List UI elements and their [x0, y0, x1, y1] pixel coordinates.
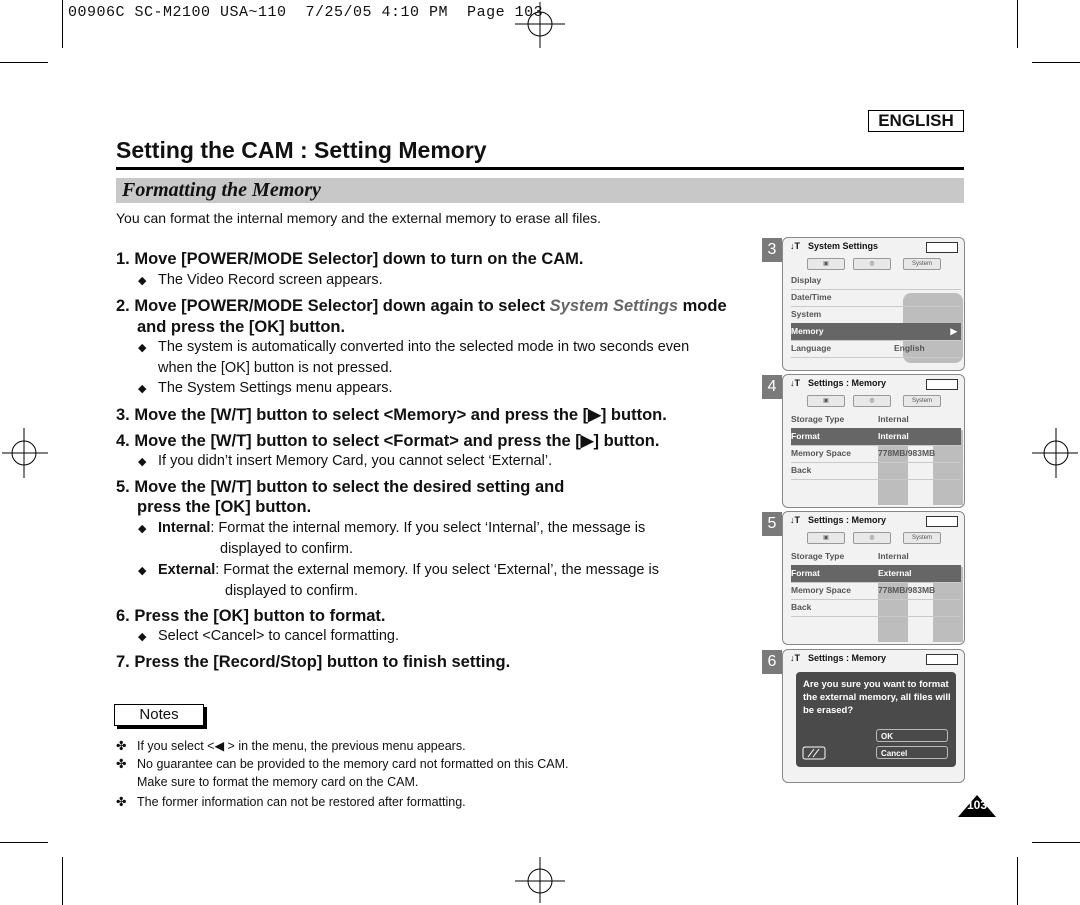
section-title: Formatting the Memory — [122, 179, 321, 201]
step-text: mode — [678, 297, 727, 315]
mode-name: System Settings — [549, 297, 679, 315]
menu-row: Display — [791, 272, 961, 290]
row-label: Format — [791, 431, 820, 441]
step-5-cont: press the [OK] button. — [137, 498, 312, 516]
row-label: Format — [791, 568, 820, 578]
settings-icon: ↓T — [790, 241, 800, 251]
step-text: 2. Move [POWER/MODE Selector] down again to select — [116, 297, 550, 315]
bullet: ◆ If you didn’t insert Memory Card, you cannot select ‘External’. — [138, 453, 553, 469]
step-7: 7. Press the [Record/Stop] button to finish setting. — [116, 653, 511, 671]
lcd-screen-system-settings — [782, 237, 965, 371]
row-value: Internal — [878, 414, 909, 424]
bullet: ◆ The System Settings menu appears. — [138, 380, 393, 396]
memory-card-icon — [802, 746, 826, 760]
row-label: Storage Type — [791, 414, 845, 424]
screen-badge: 6 — [762, 650, 782, 674]
menu-row: Date/Time — [791, 289, 961, 307]
step-1: 1. Move [POWER/MODE Selector] down to turn on the CAM. — [116, 250, 584, 268]
note-item: ✤ If you select <◀ > in the menu, the previous menu appears. — [116, 739, 466, 753]
menu-row: Back — [791, 462, 961, 480]
page-title: Setting the CAM : Setting Memory — [116, 137, 487, 163]
lcd-screen-memory — [782, 511, 965, 645]
settings-icon: ↓T — [790, 653, 800, 663]
menu-row-selected — [791, 565, 961, 583]
menu-row — [791, 340, 961, 358]
bullet-internal: ◆ Internal: Format the internal memory. If you select ‘Internal’, the message is — [138, 520, 646, 536]
bullet-text: The Video Record screen appears. — [158, 272, 383, 288]
language-label: ENGLISH — [868, 110, 964, 132]
note-item: ✤ The former information can not be restored after formatting. — [116, 795, 466, 809]
row-label: Storage Type — [791, 551, 845, 561]
note-item: ✤ No guarantee can be provided to the memory card not formatted on this CAM. — [116, 757, 569, 771]
photo-tab-icon: ◎ — [853, 258, 891, 270]
settings-icon: ↓T — [790, 378, 800, 388]
title-divider — [116, 167, 964, 170]
cancel-button[interactable]: Cancel — [876, 746, 948, 759]
camera-tab-icon: ▣ — [807, 395, 845, 407]
bullet-text: The System Settings menu appears. — [158, 380, 393, 396]
menu-row — [791, 445, 961, 463]
battery-icon — [926, 654, 958, 665]
photo-tab-icon: ◎ — [853, 395, 891, 407]
row-label: Memory — [791, 326, 824, 336]
mode-tabs — [807, 258, 945, 270]
registration-mark-icon — [1032, 428, 1078, 478]
mode-tabs — [807, 532, 945, 544]
row-value: Internal — [878, 431, 909, 441]
menu-row — [791, 411, 961, 429]
bullet-text: : Format the external memory. If you select ‘External’, the message is — [215, 562, 659, 578]
settings-icon: ↓T — [790, 515, 800, 525]
battery-icon — [926, 242, 958, 253]
note-text: No guarantee can be provided to the memory card not formatted on this CAM. — [137, 757, 569, 771]
confirm-dialog — [796, 672, 956, 767]
menu-row — [791, 548, 961, 566]
crop-mark — [1017, 0, 1018, 48]
menu-row — [791, 582, 961, 600]
menu-row-selected — [791, 428, 961, 446]
bullet-external: ◆ External: Format the external memory. If you select ‘External’, the message is — [138, 562, 659, 578]
screen-title: Settings : Memory — [808, 378, 887, 388]
screen-badge: 4 — [762, 375, 782, 399]
step-5: 5. Move the [W/T] button to select the desired setting and — [116, 478, 565, 496]
print-header: 00906C SC-M2100 USA~110 7/25/05 4:10 PM Page 103 — [68, 4, 544, 21]
row-label: Memory Space — [791, 585, 851, 595]
system-tab: System — [903, 395, 941, 407]
lcd-screen-format-confirm — [782, 649, 965, 783]
row-value: 778MB/983MB — [878, 448, 936, 458]
bullet-cont: when the [OK] button is not pressed. — [158, 360, 393, 376]
crop-mark — [1017, 857, 1018, 905]
mode-tabs — [807, 395, 945, 407]
photo-tab-icon: ◎ — [853, 532, 891, 544]
bullet-text: Select <Cancel> to cancel formatting. — [158, 628, 399, 644]
intro-text: You can format the internal memory and the external memory to erase all files. — [116, 210, 602, 226]
note-text: The former information can not be restored after formatting. — [137, 795, 466, 809]
row-value: Internal — [878, 551, 909, 561]
row-label: Language — [791, 343, 832, 353]
bullet: ◆ Select <Cancel> to cancel formatting. — [138, 628, 399, 644]
registration-mark-icon — [515, 857, 565, 903]
row-value: 778MB/983MB — [878, 585, 936, 595]
bullet: ◆ The Video Record screen appears. — [138, 272, 383, 288]
registration-mark-icon — [2, 428, 48, 478]
bullet: ◆ The system is automatically converted into the selected mode in two seconds even — [138, 339, 690, 355]
system-tab: System — [903, 532, 941, 544]
lcd-screen-memory — [782, 374, 965, 508]
ok-button[interactable]: OK — [876, 729, 948, 742]
step-2-cont: and press the [OK] button. — [137, 318, 346, 336]
step-3: 3. Move the [W/T] button to select <Memory> and press the [▶] button. — [116, 406, 667, 424]
row-value: External — [878, 568, 912, 578]
screen-badge: 5 — [762, 512, 782, 536]
option-name: Internal — [158, 520, 211, 536]
step-6: 6. Press the [OK] button to format. — [116, 607, 386, 625]
arrow-right-icon: ▶ — [950, 326, 957, 336]
notes-label: Notes — [114, 704, 204, 726]
camera-tab-icon: ▣ — [807, 258, 845, 270]
camera-tab-icon: ▣ — [807, 532, 845, 544]
row-label: Memory Space — [791, 448, 851, 458]
battery-icon — [926, 379, 958, 390]
bullet-cont: displayed to confirm. — [220, 541, 353, 557]
screen-title: Settings : Memory — [808, 515, 887, 525]
bullet-text: If you didn’t insert Memory Card, you cannot select ‘External’. — [158, 453, 553, 469]
screen-badge: 3 — [762, 238, 782, 262]
bullet-text: : Format the internal memory. If you select ‘Internal’, the message is — [210, 520, 646, 536]
crop-mark — [62, 857, 63, 905]
screen-title: Settings : Memory — [808, 653, 887, 663]
page-number: 103 — [966, 798, 988, 812]
battery-icon — [926, 516, 958, 527]
option-name: External — [158, 562, 216, 578]
step-4: 4. Move the [W/T] button to select <Format> and press the [▶] button. — [116, 432, 660, 450]
menu-row: System — [791, 306, 961, 324]
step-2 — [116, 297, 727, 316]
screen-title: System Settings — [808, 241, 879, 251]
menu-row-selected — [791, 323, 961, 341]
bullet-text: The system is automatically converted into the selected mode in two seconds even — [158, 339, 690, 355]
crop-mark — [62, 0, 63, 48]
crop-mark — [1032, 842, 1080, 843]
note-cont: Make sure to format the memory card on the CAM. — [137, 775, 419, 789]
crop-mark — [0, 62, 48, 63]
crop-mark — [1032, 62, 1080, 63]
note-text: If you select <◀ > in the menu, the previous menu appears. — [137, 739, 466, 753]
crop-mark — [0, 842, 48, 843]
dialog-message: Are you sure you want to format the external memory, all files will be erased? — [803, 679, 951, 716]
row-value: English — [894, 343, 925, 353]
bullet-cont: displayed to confirm. — [225, 583, 358, 599]
menu-row: Back — [791, 599, 961, 617]
system-tab: System — [903, 258, 941, 270]
